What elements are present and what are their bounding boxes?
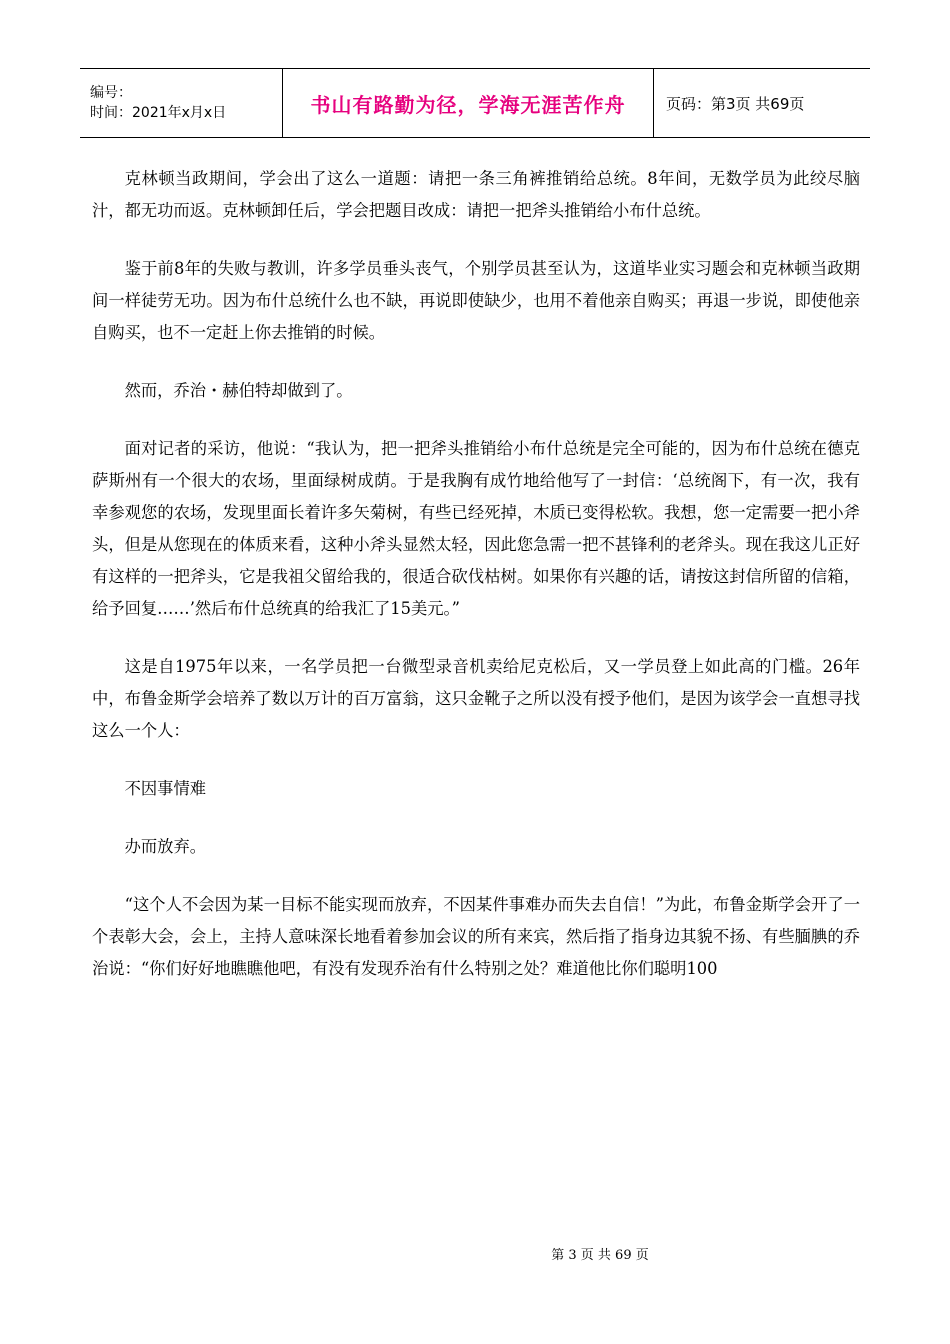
- page-footer: [0, 1244, 950, 1263]
- paragraph: 然而，乔治・赫伯特却做到了。: [124, 381, 353, 400]
- header-motto-cell: [282, 69, 654, 137]
- header-page-cell: [654, 69, 870, 137]
- paragraph: “这个人不会因为某一目标不能实现而放弃，不因某件事难办而失去自信！”为此，布鲁金斯学会开了一个表彰大会，会上，主持人意味深长地看着参加会议的所有来宾，然后指了指身边其貌不扬、有些腼腆的乔治说：“你们好好地瞧瞧他吧，有没有发现乔治有什么特别之处？难道他比你们聪明100: [92, 895, 860, 978]
- footer-page-number: 第 3 页 共 69 页: [551, 1248, 649, 1263]
- paragraph: 面对记者的采访，他说：“我认为，把一把斧头推销给小布什总统是完全可能的，因为布什总统在德克萨斯州有一个很大的农场，里面绿树成荫。于是我胸有成竹地给他写了一封信：‘总统阁下，有一次，我有幸参观您的农场，发现里面长着许多矢菊树，有些已经死掉，木质已变得松软。我想，您一定需要一把小斧头，但是从您现在的体质来看，这种小斧头显然太轻，因此您急需一把不甚锋利的老斧头。现在我这儿正好有这样的一把斧头，它是我祖父留给我的，很适合砍伐枯树。如果你有兴趣的话，请按这封信所留的信箱，给予回复……’然后布什总统真的给我汇了15美元。”: [92, 439, 860, 618]
- header-motto: 书山有路勤为径，学海无涯苦作舟: [310, 92, 626, 117]
- paragraph: 鉴于前8年的失败与教训，许多学员垂头丧气，个别学员甚至认为，这道毕业实习题会和克林顿当政期间一样徒劳无功。因为布什总统什么也不缺，再说即使缺少，也用不着他亲自购买；再退一步说，即使他亲自购买，也不一定赶上你去推销的时候。: [92, 259, 860, 342]
- document-number-label: 编号：: [90, 85, 132, 101]
- paragraph: 克林顿当政期间，学会出了这么一道题：请把一条三角裤推销给总统。8年间，无数学员为此绞尽脑汁，都无功而返。克林顿卸任后，学会把题目改成：请把一把斧头推销给小布什总统。: [92, 169, 860, 220]
- document-date: 时间：2021年x月x日: [90, 105, 227, 121]
- page-header: [80, 68, 870, 138]
- paragraph: 不因事情难: [124, 779, 207, 798]
- paragraph: 办而放弃。: [124, 837, 207, 856]
- header-page-info: 页码：第3页 共69页: [666, 94, 805, 113]
- header-meta: [80, 69, 282, 137]
- document-body: [92, 163, 860, 1011]
- paragraph: 这是自1975年以来，一名学员把一台微型录音机卖给尼克松后，又一学员登上如此高的门槛。26年中，布鲁金斯学会培养了数以万计的百万富翁，这只金靴子之所以没有授予他们，是因为该学会一直想寻找这么一个人：: [92, 657, 860, 740]
